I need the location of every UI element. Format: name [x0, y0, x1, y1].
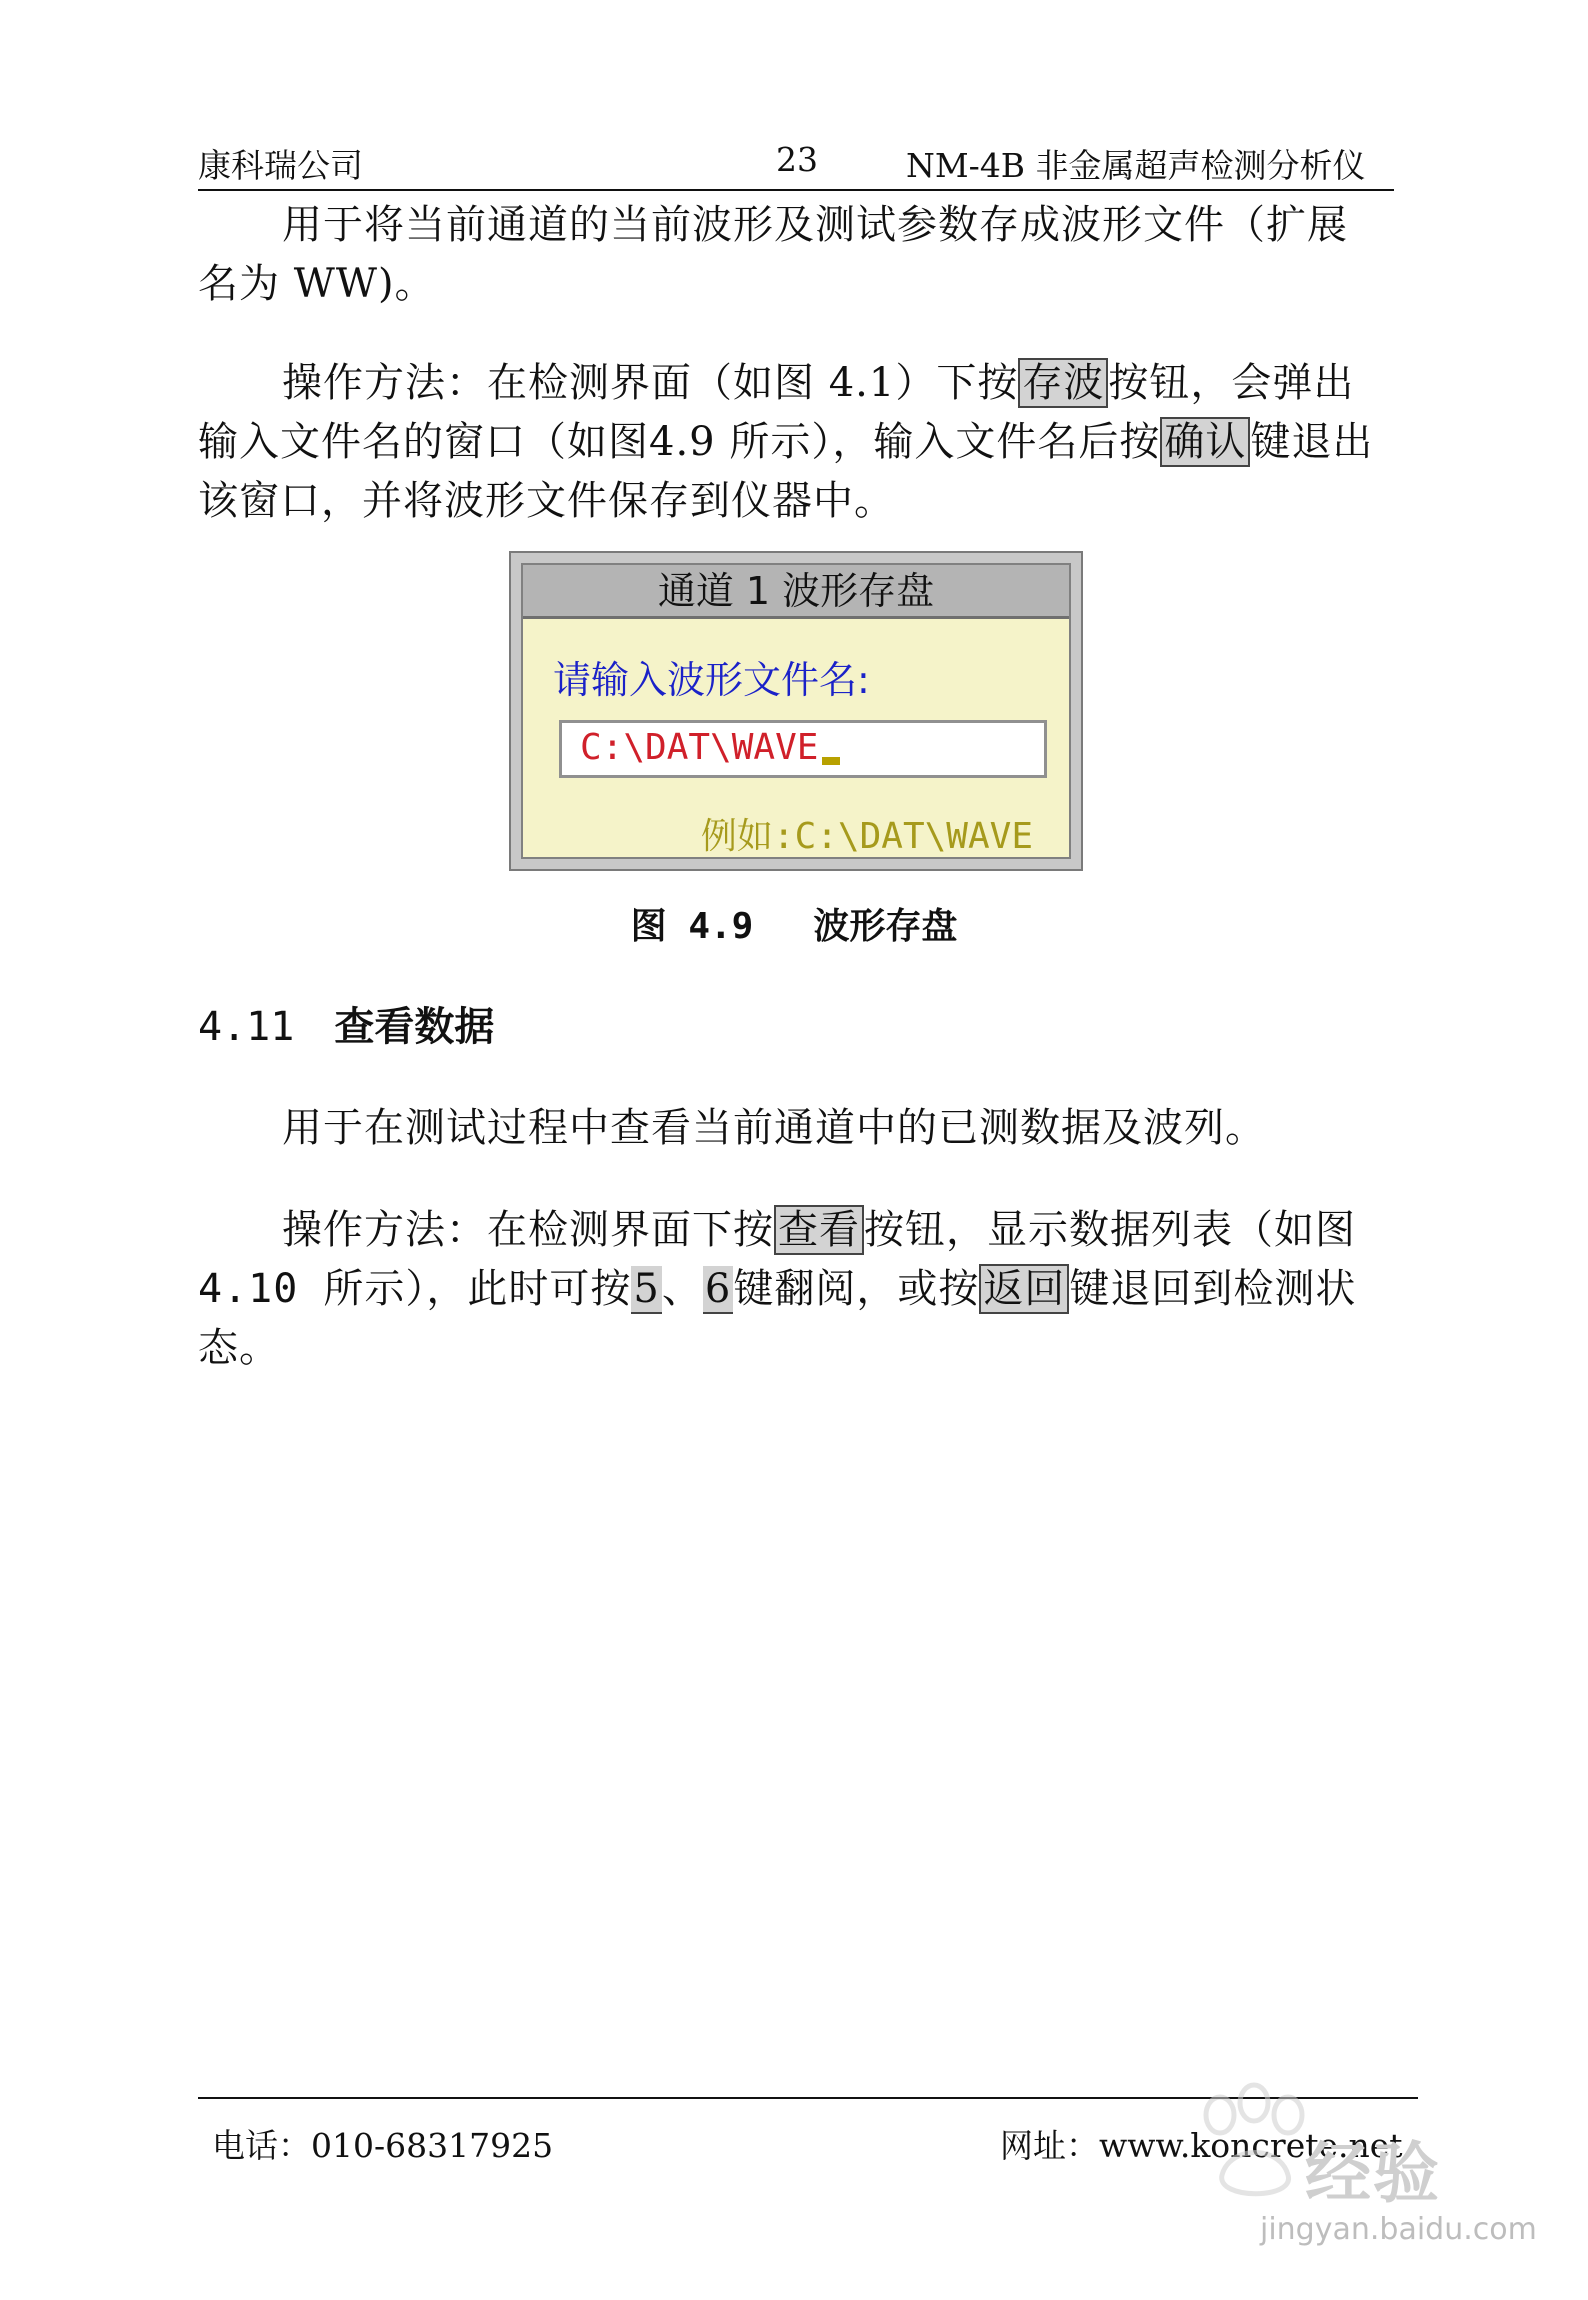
op1-text-3: 输入文件名的窗口（如图4.9 所示），输入文件名后按 [198, 419, 1161, 465]
figure-caption [0, 898, 1588, 949]
dialog-example-hint: 例如:C:\DAT\WAVE [700, 816, 1033, 857]
header-rule [198, 189, 1394, 191]
op1-line-1 [198, 354, 1394, 413]
header-company: 康科瑞公司 [198, 146, 363, 185]
section-intro [198, 1099, 1394, 1158]
watermark-url: jingyan.baidu.com [1260, 2212, 1537, 2247]
intro-line-1: 用于将当前通道的当前波形及测试参数存成波形文件（扩展 [282, 202, 1348, 248]
operation-paragraph-2 [198, 1201, 1394, 1378]
text-cursor [822, 757, 840, 765]
view-key: 查看 [774, 1205, 864, 1255]
filename-input[interactable] [559, 720, 1047, 778]
op2-text-4: 键翻阅，或按 [733, 1266, 980, 1312]
op1-text-4: 键退出 [1250, 419, 1374, 465]
figure-number: 图 4.9 [630, 906, 754, 947]
op1-text-2: 按钮，会弹出 [1108, 360, 1355, 406]
op1-line-2 [198, 413, 1394, 472]
save-wave-key: 存波 [1018, 358, 1108, 408]
wave-save-dialog [509, 551, 1083, 871]
key-5: 5 [633, 1266, 660, 1312]
dialog-title: 通道 1 波形存盘 [523, 565, 1069, 619]
operation-paragraph-1 [198, 354, 1394, 531]
footer-phone: 电话：010-68317925 [212, 2126, 554, 2165]
return-key: 返回 [979, 1264, 1069, 1314]
footer-website: 网址：www.koncrete.net [1000, 2126, 1403, 2165]
op2-separator: 、 [661, 1266, 703, 1312]
intro-line-2: 名为 WW)。 [198, 261, 436, 307]
figure-title: 波形存盘 [813, 906, 958, 947]
section-title: 查看数据 [334, 1003, 495, 1050]
dialog-prompt: 请输入波形文件名: [553, 658, 870, 702]
op2-text-1: 操作方法：在检测界面下按 [282, 1207, 774, 1253]
op2-text-5: 键退回到检测状 [1069, 1266, 1357, 1312]
section-number: 4.11 [198, 1004, 295, 1050]
op2-text-2: 按钮，显示数据列表（如图 [864, 1207, 1356, 1253]
intro-paragraph [198, 196, 1394, 314]
op2-line-1 [198, 1201, 1394, 1260]
op2-line-3: 态。 [198, 1325, 280, 1371]
section-intro-line: 用于在测试过程中查看当前通道中的已测数据及波列。 [282, 1105, 1266, 1151]
confirm-key: 确认 [1160, 417, 1250, 467]
key-6: 6 [704, 1266, 732, 1312]
section-heading [198, 995, 494, 1052]
header-product: NM-4B 非金属超声检测分析仪 [906, 146, 1366, 185]
page-number: 23 [776, 140, 818, 179]
op1-text-1: 操作方法：在检测界面（如图 4.1）下按 [282, 360, 1019, 406]
op1-line-3: 该窗口，并将波形文件保存到仪器中。 [198, 478, 895, 524]
filename-text: C:\DAT\WAVE [580, 727, 819, 768]
filename-input-value [580, 727, 840, 768]
op2-text-3: 4.10 所示），此时可按 [198, 1266, 632, 1312]
op2-line-2 [198, 1260, 1394, 1319]
dialog-body [521, 563, 1071, 859]
watermark-brand: 经验 [1305, 2135, 1441, 2212]
